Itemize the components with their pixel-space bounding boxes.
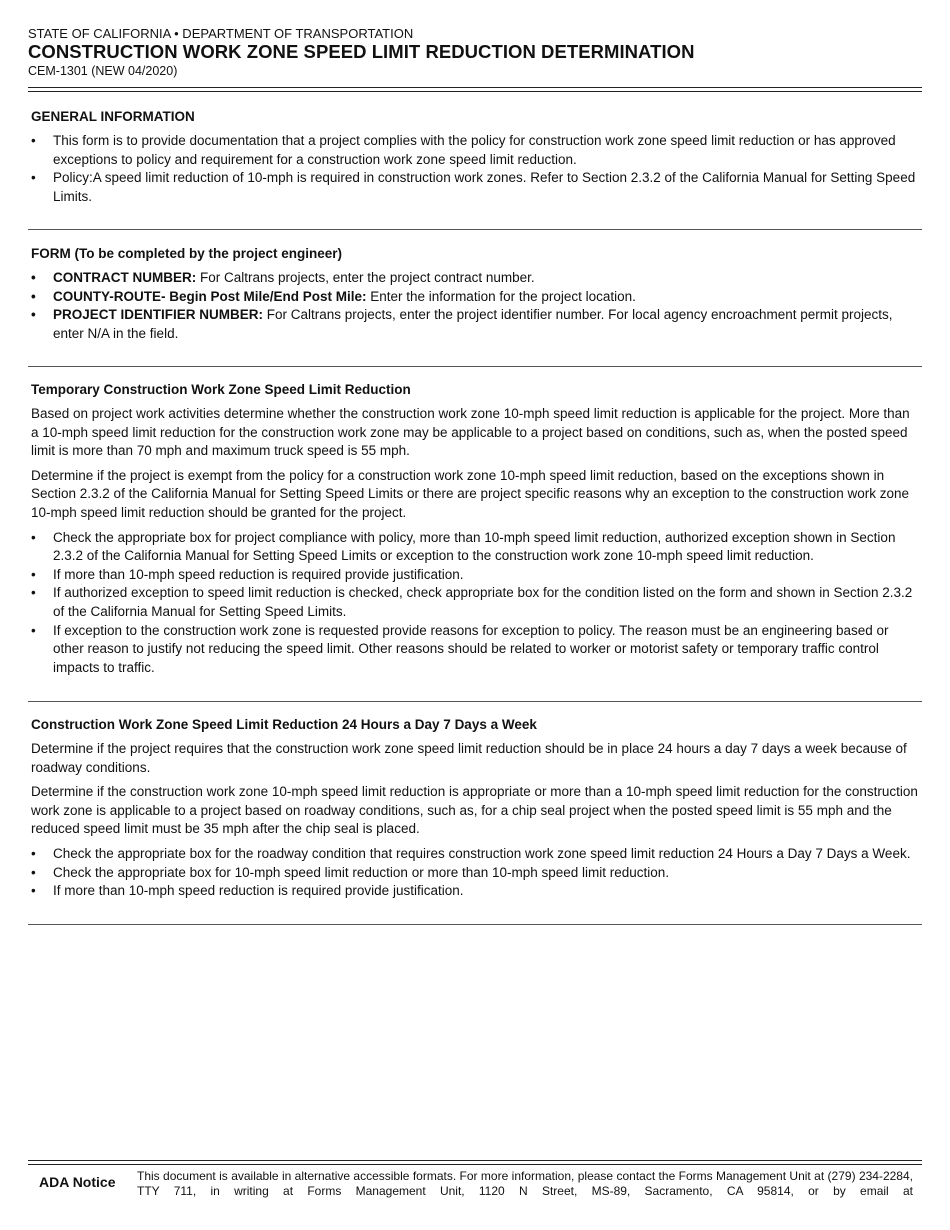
footer-divider	[28, 1160, 922, 1165]
form-item-label: CONTRACT NUMBER:	[53, 270, 197, 285]
temporary-bullet: • If exception to the construction work zone is requested provide reasons for exception to policy. The reason must be an engineering based or other reason to justify not reducing the speed limit. Other reasons should be related to worker or motorist safety or temporary traffic control impacts to traffic.	[31, 622, 918, 678]
full-time-reduction-section	[31, 716, 918, 901]
form-number: CEM-1301 (NEW 04/2020)	[28, 64, 178, 78]
full-time-paragraph: Determine if the construction work zone 10-mph speed limit reduction is appropriate or more than a 10-mph speed limit reduction for the construction work zone is applicable to a project based on roadway conditions, such as, for a chip seal project when the posted speed limit is 55 mph and the reduced speed limit must be 35 mph after the chip seal is placed.	[31, 784, 918, 837]
general-bullet: • This form is to provide documentation that a project complies with the policy for construction work zone speed limit reduction or has approved exceptions to policy and requirement for a construction work zone speed limit reduction.	[31, 132, 918, 169]
ada-notice-label: ADA Notice	[39, 1174, 116, 1190]
temporary-reduction-heading: Temporary Construction Work Zone Speed Limit Reduction	[31, 382, 411, 397]
form-item-label: COUNTY-ROUTE- Begin Post Mile/End Post Mile:	[53, 288, 367, 304]
agency-line: STATE OF CALIFORNIA • DEPARTMENT OF TRANSPORTATION	[28, 26, 414, 41]
form-item-contract-number	[31, 269, 918, 288]
full-time-paragraph: Determine if the project requires that the construction work zone speed limit reduction should be in place 24 hours a day 7 days a week because of roadway conditions.	[31, 741, 907, 775]
form-header	[28, 26, 922, 79]
form-instructions-section	[31, 245, 918, 343]
general-information-heading: GENERAL INFORMATION	[31, 109, 195, 124]
temporary-bullet: • If authorized exception to speed limit reduction is checked, check appropriate box for the condition listed on the form and shown in Section 2.3.2 of the California Manual for Setting Speed Limits.	[31, 584, 918, 621]
form-instructions-heading: FORM (To be completed by the project engineer)	[31, 246, 343, 261]
full-time-bullet: • Check the appropriate box for 10-mph speed limit reduction or more than 10-mph speed limit reduction.	[31, 864, 918, 883]
full-time-bullet: • If more than 10-mph speed reduction is required provide justification.	[31, 882, 918, 901]
form-item-text: For Caltrans projects, enter the project contract number.	[196, 270, 535, 285]
form-item-text: For Caltrans projects, enter the project identifier number. For local agency encroachment permit projects, enter N/A in the field.	[53, 307, 893, 341]
full-time-reduction-heading: Construction Work Zone Speed Limit Reduction 24 Hours a Day 7 Days a Week	[31, 717, 537, 732]
temporary-reduction-section	[31, 381, 918, 677]
temporary-bullet: • If more than 10-mph speed reduction is required provide justification.	[31, 566, 918, 585]
general-information-section	[31, 108, 918, 206]
section-divider	[28, 924, 922, 925]
full-time-bullet: • Check the appropriate box for the roadway condition that requires construction work zone speed limit reduction 24 Hours a Day 7 Days a Week.	[31, 845, 918, 864]
form-item-label: PROJECT IDENTIFIER NUMBER:	[53, 307, 264, 323]
temporary-bullet: • Check the appropriate box for project compliance with policy, more than 10-mph speed limit reduction, authorized exception shown in Section 2.3.2 of the California Manual for Setting Speed Limits or exception to the construction work zone 10-mph speed limit reduction.	[31, 529, 918, 566]
general-bullet: • Policy:A speed limit reduction of 10-mph is required in construction work zones. Refer to Section 2.3.2 of the California Manual for Setting Speed Limits.	[31, 169, 918, 206]
temporary-paragraph: Based on project work activities determine whether the construction work zone 10-mph speed limit reduction is applicable for the project. More than a 10-mph speed limit reduction for the construction work zone may be applicable to a project based on conditions, such as, when the posted speed limit is more than 70 mph and maximum truck speed is 55 mph.	[31, 406, 910, 459]
ada-notice-text: This document is available in alternative accessible formats. For more information, please contact the Forms Management Unit at (279) 234-2284, TTY 711, in writing at Forms Management Unit, 1120 N Street, MS-89, Sacramento, CA 95814, or by email at	[137, 1169, 913, 1198]
form-item-project-identifier	[31, 306, 918, 343]
form-item-text: Enter the information for the project location.	[366, 288, 636, 304]
section-divider	[28, 701, 922, 702]
form-item-county-route	[31, 288, 918, 307]
section-divider	[28, 366, 922, 367]
page-title: CONSTRUCTION WORK ZONE SPEED LIMIT REDUCTION DETERMINATION	[28, 41, 695, 62]
temporary-paragraph: Determine if the project is exempt from the policy for a construction work zone 10-mph speed limit reduction, based on the exceptions shown in Section 2.3.2 of the California Manual for Setting Speed Limits or there are project specific reasons why an exception to the construction work zone 10-mph speed limit reduction should be granted for the project.	[31, 467, 909, 520]
section-divider	[28, 229, 922, 230]
header-divider	[28, 87, 922, 92]
